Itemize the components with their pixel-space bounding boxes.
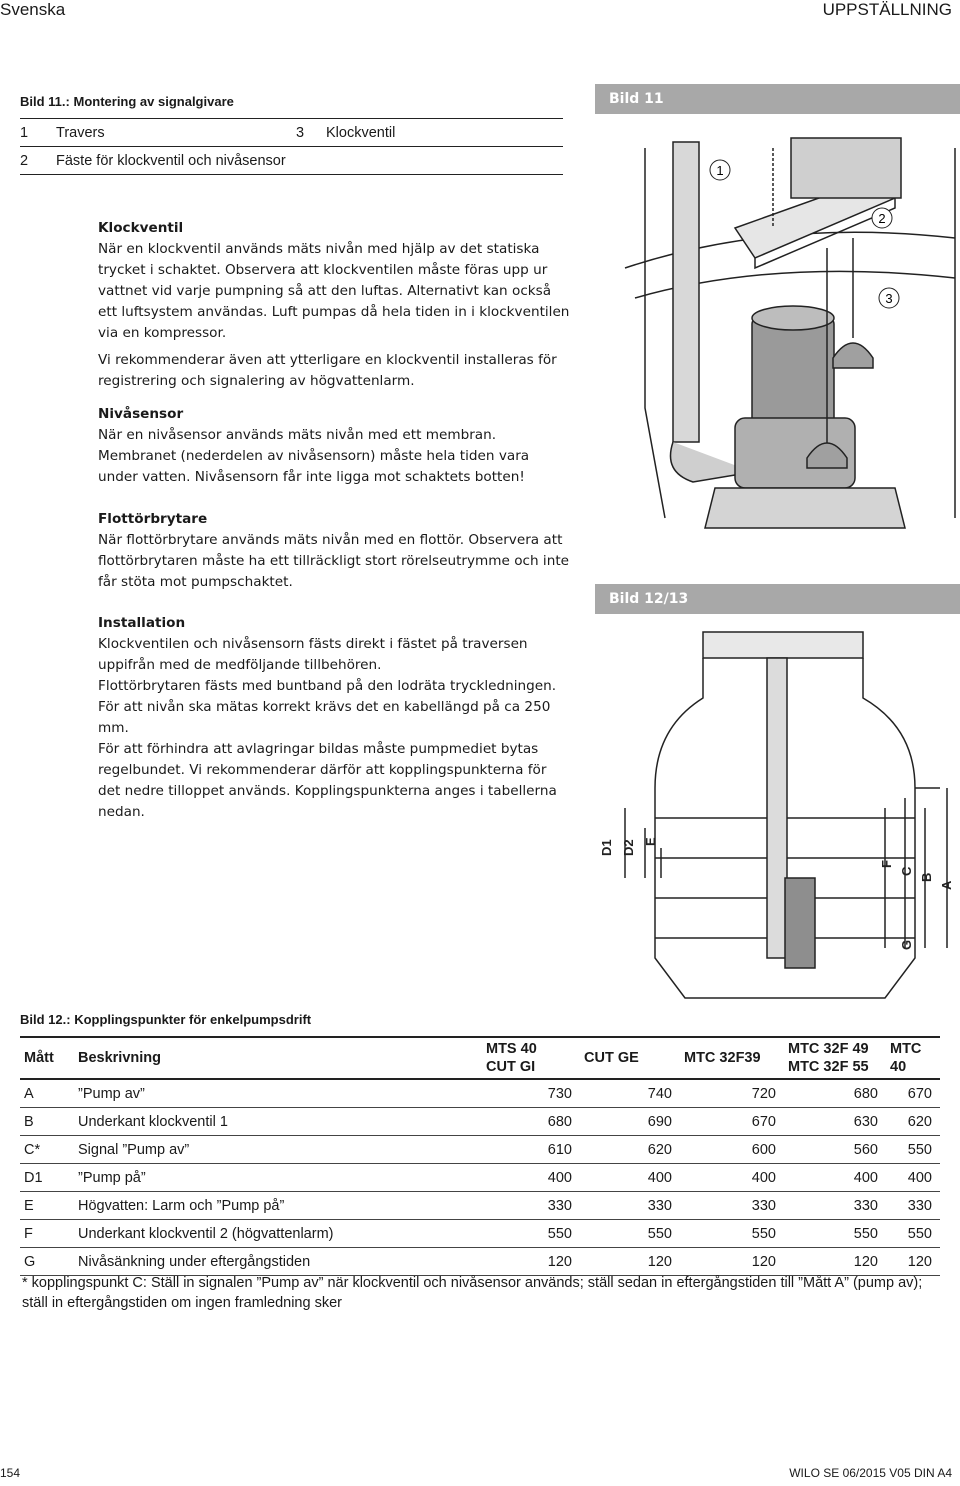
- cell-description: Högvatten: Larm och ”Pump på”: [74, 1192, 482, 1220]
- dim-c: C: [899, 866, 914, 876]
- table-row: [20, 1220, 940, 1248]
- cell-value: 120: [482, 1248, 580, 1276]
- legend-text: Klockventil: [326, 119, 563, 147]
- cell-matt: F: [20, 1220, 74, 1248]
- legend-num: 2: [20, 147, 56, 175]
- col-header-line: CUT GI: [486, 1059, 536, 1075]
- figure-11-label: Bild 11: [595, 84, 960, 114]
- cell-value: 330: [886, 1192, 940, 1220]
- cell-value: 600: [680, 1136, 784, 1164]
- coupling-points-table: [20, 1036, 940, 1276]
- dim-e: E: [643, 837, 658, 846]
- table-row: [20, 1079, 940, 1108]
- dim-g: G: [899, 939, 914, 950]
- cell-description: Signal ”Pump av”: [74, 1136, 482, 1164]
- figure-1213-label: Bild 12/13: [595, 584, 960, 614]
- cell-value: 620: [580, 1136, 680, 1164]
- cell-value: 730: [482, 1079, 580, 1108]
- cell-description: Underkant klockventil 2 (högvattenlarm): [74, 1220, 482, 1248]
- cell-value: 680: [784, 1079, 886, 1108]
- cell-value: 740: [580, 1079, 680, 1108]
- cell-description: ”Pump av”: [74, 1079, 482, 1108]
- section-flottorbrytare: [98, 509, 570, 593]
- cell-value: 400: [886, 1164, 940, 1192]
- section-title: Nivåsensor: [98, 406, 184, 422]
- caption-text: Kopplingspunkter för enkelpumpsdrift: [74, 1012, 312, 1027]
- section-nivasensor: [98, 404, 570, 488]
- section-klockventil: [98, 218, 570, 392]
- callout-2-label: 2: [878, 211, 886, 226]
- cell-value: 620: [886, 1108, 940, 1136]
- cell-value: 550: [886, 1136, 940, 1164]
- cell-value: 550: [580, 1220, 680, 1248]
- col-header-cutge: CUT GE: [580, 1037, 680, 1079]
- section-title: Installation: [98, 615, 186, 631]
- table-caption: [20, 1012, 311, 1027]
- header-language: Svenska: [0, 0, 66, 19]
- cell-matt: C*: [20, 1136, 74, 1164]
- col-header-mtc40: MTC 40: [886, 1037, 940, 1079]
- figure-11: [595, 118, 960, 538]
- col-header-mts40: [482, 1037, 580, 1079]
- table-header-row: [20, 1037, 940, 1079]
- section-title: Flottörbrytare: [98, 511, 208, 527]
- dim-d2: D2: [621, 839, 636, 856]
- table-footnote: * kopplingspunkt C: Ställ in signalen ”Pump av” när klockventil och nivåsensor används; ställ sedan in eftergångstiden till ”Mått A” (pump av); ställ in eftergångstiden om ingen framledning sker: [22, 1275, 923, 1311]
- cell-value: 560: [784, 1136, 886, 1164]
- cell-value: 400: [580, 1164, 680, 1192]
- cell-value: 120: [580, 1248, 680, 1276]
- paragraph: När flottörbrytare används mäts nivån med en flottör. Observera att flottörbrytaren måste ha ett tillräckligt stort rörelseutrymme och inte får stöta mot pumpschaktet.: [98, 532, 570, 590]
- cell-matt: B: [20, 1108, 74, 1136]
- cell-value: 610: [482, 1136, 580, 1164]
- header-section: UPPSTÄLLNING: [822, 0, 952, 19]
- col-header-line: MTC 32F 49: [788, 1041, 869, 1057]
- col-header-mtc32f49: [784, 1037, 886, 1079]
- col-header-line: MTS 40: [486, 1041, 537, 1057]
- table-row: [20, 1108, 940, 1136]
- cell-value: 120: [886, 1248, 940, 1276]
- cell-value: 330: [580, 1192, 680, 1220]
- cell-value: 680: [482, 1108, 580, 1136]
- cell-value: 400: [482, 1164, 580, 1192]
- cell-value: 120: [680, 1248, 784, 1276]
- legend-num: 1: [20, 119, 56, 147]
- caption-label: Bild 12.:: [20, 1012, 71, 1027]
- cell-value: 630: [784, 1108, 886, 1136]
- table-row: [20, 1164, 940, 1192]
- cell-value: 400: [784, 1164, 886, 1192]
- cell-matt: D1: [20, 1164, 74, 1192]
- legend-num: 3: [296, 119, 326, 147]
- cell-value: 400: [680, 1164, 784, 1192]
- col-header-line: MTC 32F 55: [788, 1059, 869, 1075]
- table-row: [20, 1136, 940, 1164]
- legend-table: [20, 118, 563, 175]
- cell-value: 720: [680, 1079, 784, 1108]
- cell-value: 330: [482, 1192, 580, 1220]
- paragraph: För att förhindra att avlagringar bildas måste pumpmediet bytas regelbundet. Vi rekommenderar därför att kopplingspunkterna för det nedre tilloppet används. Kopplingspunkterna anges i tabellerna nedan.: [98, 741, 557, 820]
- dim-d1: D1: [599, 839, 614, 856]
- cell-description: ”Pump på”: [74, 1164, 482, 1192]
- table-row: [20, 1248, 940, 1276]
- legend-text: Travers: [56, 119, 296, 147]
- paragraph: Vi rekommenderar även att ytterligare en klockventil installeras för registrering och signalering av högvattenlarm.: [98, 352, 557, 389]
- callout-3-label: 3: [885, 291, 893, 306]
- figure-12-13: [595, 618, 960, 1008]
- cell-value: 690: [580, 1108, 680, 1136]
- legend-text: Fäste för klockventil och nivåsensor: [56, 147, 563, 175]
- dim-a: A: [939, 880, 954, 890]
- caption-text: Montering av signalgivare: [73, 94, 234, 109]
- cell-value: 550: [886, 1220, 940, 1248]
- caption-label: Bild 11.:: [20, 94, 70, 109]
- page-number: 154: [0, 1466, 21, 1480]
- paragraph: När en nivåsensor används mäts nivån med ett membran. Membranet (nederdelen av nivåsensorn) måste hela tiden vara under vatten. Nivåsensorn får inte ligga mot schaktets botten!: [98, 427, 530, 485]
- legend-row: [20, 119, 563, 147]
- col-header-beskrivning: Beskrivning: [74, 1037, 482, 1079]
- cell-value: 670: [886, 1079, 940, 1108]
- col-header-matt: Mått: [20, 1037, 74, 1079]
- cell-value: 550: [784, 1220, 886, 1248]
- doc-id: WILO SE 06/2015 V05 DIN A4: [789, 1466, 952, 1480]
- table-row: [20, 1192, 940, 1220]
- section-installation: [98, 613, 570, 823]
- paragraph: Flottörbrytaren fästs med buntband på den lodräta tryckledningen. För att nivån ska mätas korrekt krävs det en kabellängd på ca 250 mm.: [98, 678, 557, 736]
- figure-caption: [20, 94, 234, 109]
- paragraph: Klockventilen och nivåsensorn fästs direkt i fästet på traversen uppifrån med de medföljande tillbehören.: [98, 636, 528, 673]
- cell-value: 550: [482, 1220, 580, 1248]
- paragraph: När en klockventil används mäts nivån med hjälp av det statiska trycket i schaktet. Observera att klockventilen måste föras upp ur vattnet vid varje pumpning så att den luftas. Alternativt kan också ett luftsystem användas. Luft pumpas då hela tiden in i klockventilen via en kompressor.: [98, 241, 570, 341]
- figure-11-drawing: [595, 118, 960, 538]
- dim-b: B: [919, 872, 934, 882]
- section-title: Klockventil: [98, 220, 184, 236]
- cell-value: 120: [784, 1248, 886, 1276]
- cell-matt: E: [20, 1192, 74, 1220]
- callout-1-label: 1: [716, 163, 724, 178]
- figure-12-13-drawing: [595, 618, 960, 1008]
- cell-value: 330: [784, 1192, 886, 1220]
- cell-description: Nivåsänkning under eftergångstiden: [74, 1248, 482, 1276]
- col-header-mtc32f39: MTC 32F39: [680, 1037, 784, 1079]
- cell-value: 330: [680, 1192, 784, 1220]
- cell-matt: A: [20, 1079, 74, 1108]
- legend-row: [20, 147, 563, 175]
- cell-value: 550: [680, 1220, 784, 1248]
- cell-matt: G: [20, 1248, 74, 1276]
- dim-f: F: [879, 860, 894, 868]
- cell-description: Underkant klockventil 1: [74, 1108, 482, 1136]
- cell-value: 670: [680, 1108, 784, 1136]
